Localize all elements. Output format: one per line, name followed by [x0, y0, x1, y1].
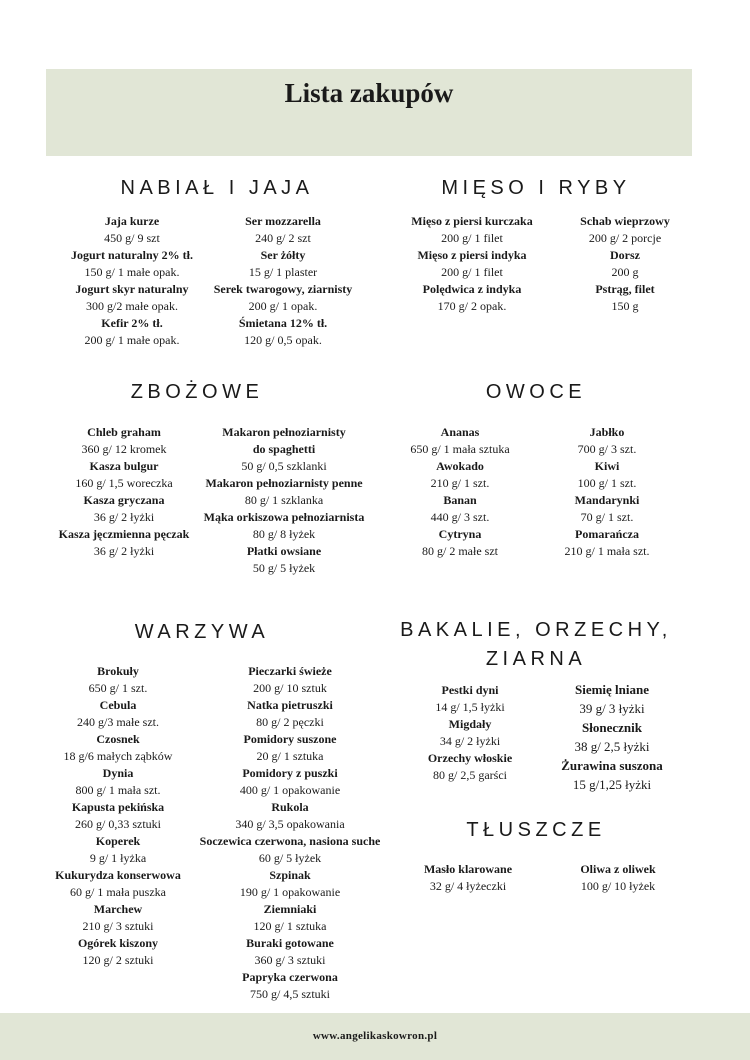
list-item — [44, 247, 220, 281]
item-quantity: 700 g/ 3 szt. — [577, 442, 637, 456]
item-quantity: 650 g/ 1 szt. — [88, 681, 148, 695]
item-name: Mięso z piersi indyka — [417, 248, 527, 262]
item-name: Koperek — [95, 834, 141, 848]
item-quantity: 440 g/ 3 szt. — [430, 510, 490, 524]
item-quantity: 750 g/ 4,5 sztuki — [250, 987, 330, 1001]
nabial-col-2 — [200, 213, 366, 349]
item-name: Kefir 2% tł. — [101, 316, 163, 330]
item-name: Ziemniaki — [263, 902, 317, 916]
item-quantity: 800 g/ 1 mała szt. — [75, 783, 161, 797]
item-name: Kapusta pekińska — [71, 800, 165, 814]
item-name: Brokuły — [97, 664, 139, 678]
item-name: Czosnek — [96, 732, 140, 746]
list-item — [384, 281, 560, 315]
list-item — [44, 213, 220, 247]
item-quantity: 39 g/ 3 łyżki — [579, 701, 645, 716]
item-quantity: 210 g/ 3 sztuki — [82, 919, 154, 933]
item-name: Jabłko — [589, 425, 625, 439]
item-name: Mąka orkiszowa pełnoziarnista — [203, 510, 365, 524]
item-name: Żurawina suszona — [561, 758, 663, 773]
item-quantity: 120 g/ 0,5 opak. — [244, 333, 322, 347]
item-name: Buraki gotowane — [246, 936, 334, 950]
list-item — [550, 861, 686, 895]
item-name: Ananas — [440, 425, 480, 439]
list-item — [392, 492, 528, 526]
section-title-bakalie-line-1: BAKALIE, ORZECHY, — [400, 619, 672, 641]
section-title-warzywa: WARZYWA — [134, 621, 270, 643]
list-item — [544, 756, 680, 794]
item-name: Rukola — [271, 800, 309, 814]
list-item — [200, 281, 366, 315]
item-name: Płatki owsiane — [246, 544, 322, 558]
item-name: Kasza bulgur — [89, 459, 159, 473]
item-name: Słonecznik — [582, 720, 642, 735]
item-name: Pomidory z puszki — [242, 766, 338, 780]
item-name: Ser żółty — [260, 248, 306, 262]
list-item — [540, 458, 674, 492]
item-name: Jogurt naturalny 2% tł. — [70, 248, 193, 262]
item-quantity: 200 g — [611, 265, 639, 279]
item-quantity: 150 g/ 1 małe opak. — [84, 265, 180, 279]
page-title: Lista zakupów — [284, 78, 454, 108]
list-item — [392, 526, 528, 560]
item-quantity: 70 g/ 1 szt. — [580, 510, 634, 524]
list-item — [384, 247, 560, 281]
section-title-tluszcze: TŁUSZCZE — [466, 819, 606, 841]
item-quantity: 15 g/1,25 łyżki — [572, 777, 652, 792]
list-item — [196, 543, 372, 577]
item-name: Siemię lniane — [574, 682, 650, 697]
item-name: Szpinak — [269, 868, 311, 882]
list-item — [44, 458, 204, 492]
item-name: Śmietana 12% tł. — [238, 316, 328, 330]
list-item — [44, 315, 220, 349]
item-name: Dynia — [102, 766, 134, 780]
item-quantity: 160 g/ 1,5 woreczka — [75, 476, 173, 490]
item-quantity: 38 g/ 2,5 łyżki — [574, 739, 650, 754]
item-quantity: 50 g/ 0,5 szklanki — [241, 459, 327, 473]
list-item — [44, 526, 204, 560]
item-name: Jogurt skyr naturalny — [75, 282, 189, 296]
item-quantity: 340 g/ 3,5 opakowania — [235, 817, 345, 831]
list-item — [38, 765, 198, 799]
list-item — [400, 716, 540, 750]
list-item — [38, 867, 198, 901]
item-quantity: 60 g/ 5 łyżek — [258, 851, 322, 865]
item-quantity: 18 g/6 małych ząbków — [63, 749, 173, 763]
item-name: Marchew — [93, 902, 143, 916]
item-name: Ser mozzarella — [245, 214, 321, 228]
item-name: Orzechy włoskie — [427, 751, 513, 765]
item-quantity: 60 g/ 1 mała puszka — [70, 885, 166, 899]
list-item — [38, 901, 198, 935]
list-item — [192, 833, 388, 867]
item-quantity: 200 g/ 1 filet — [441, 265, 503, 279]
item-name: Chleb graham — [87, 425, 161, 439]
item-name: Dorsz — [610, 248, 640, 262]
list-item — [38, 935, 198, 969]
item-name: Pomarańcza — [575, 527, 639, 541]
item-quantity: 20 g/ 1 sztuka — [256, 749, 324, 763]
item-name: Kukurydza konserwowa — [55, 868, 181, 882]
section-title-owoce: OWOCE — [485, 381, 587, 403]
item-quantity: 80 g/ 2,5 garści — [433, 768, 507, 782]
list-item — [550, 281, 700, 315]
item-quantity: 80 g/ 2 pęczki — [256, 715, 324, 729]
mieso-col-2 — [550, 213, 700, 315]
item-quantity: 15 g/ 1 plaster — [248, 265, 318, 279]
item-quantity: 190 g/ 1 opakowanie — [239, 885, 341, 899]
zbozowe-col-2 — [196, 424, 372, 577]
item-quantity: 80 g/ 2 małe szt — [422, 544, 498, 558]
item-name: Pomidory suszone — [243, 732, 337, 746]
item-quantity: 32 g/ 4 łyżeczki — [429, 879, 507, 893]
item-quantity: 240 g/ 2 szt — [255, 231, 311, 245]
item-quantity: 80 g/ 8 łyżek — [252, 527, 316, 541]
list-item — [400, 682, 540, 716]
footer-url: www.angelikaskowron.pl — [312, 1030, 438, 1042]
nabial-col-1 — [44, 213, 220, 349]
list-item — [544, 680, 680, 718]
list-item — [38, 731, 198, 765]
section-title-nabial: NABIAŁ I JAJA — [120, 177, 314, 199]
item-name: Banan — [443, 493, 477, 507]
item-name: Natka pietruszki — [247, 698, 333, 712]
item-name: Makaron pełnoziarnisty — [222, 425, 346, 439]
list-item — [38, 663, 198, 697]
item-quantity: 150 g — [611, 299, 639, 313]
section-title-mieso: MIĘSO I RYBY — [441, 177, 631, 199]
section-title-zbozowe: ZBOŻOWE — [130, 381, 264, 403]
item-quantity: 120 g/ 2 sztuki — [82, 953, 154, 967]
tluszcze-col-2 — [550, 861, 686, 895]
item-name: Migdały — [448, 717, 492, 731]
item-name: Mandarynki — [574, 493, 640, 507]
list-item — [192, 731, 388, 765]
item-name: Kasza jęczmienna pęczak — [58, 527, 190, 541]
warzywa-col-1 — [38, 663, 198, 969]
item-name: Schab wieprzowy — [580, 214, 670, 228]
item-name: Oliwa z oliwek — [580, 862, 656, 876]
item-quantity: 200 g/ 1 opak. — [248, 299, 318, 313]
zbozowe-col-1 — [44, 424, 204, 560]
item-quantity: 120 g/ 1 sztuka — [253, 919, 327, 933]
item-quantity: 360 g/ 3 sztuki — [254, 953, 326, 967]
list-item — [392, 458, 528, 492]
list-item — [540, 526, 674, 560]
item-quantity: 36 g/ 2 łyżki — [93, 544, 155, 558]
item-quantity: 80 g/ 1 szklanka — [244, 493, 324, 507]
item-name: Kasza gryczana — [83, 493, 165, 507]
item-name: Cebula — [99, 698, 137, 712]
item-quantity: 9 g/ 1 łyżka — [89, 851, 147, 865]
list-item — [196, 424, 372, 475]
item-name: Jaja kurze — [104, 214, 160, 228]
item-name: Serek twarogowy, ziarnisty — [213, 282, 353, 296]
list-item — [192, 867, 388, 901]
list-item — [196, 475, 372, 509]
list-item — [540, 424, 674, 458]
item-name: Ogórek kiszony — [77, 936, 159, 950]
item-quantity: 300 g/2 małe opak. — [86, 299, 178, 313]
item-name: Soczewica czerwona, nasiona suche — [199, 834, 381, 848]
item-name: Pstrąg, filet — [595, 282, 655, 296]
item-name: Kiwi — [594, 459, 620, 473]
list-item — [192, 799, 388, 833]
item-quantity: 210 g/ 1 mała szt. — [564, 544, 650, 558]
item-quantity: 100 g/ 1 szt. — [577, 476, 637, 490]
item-quantity: 200 g/ 2 porcje — [588, 231, 662, 245]
list-item — [38, 697, 198, 731]
item-quantity: 170 g/ 2 opak. — [437, 299, 507, 313]
owoce-col-2 — [540, 424, 674, 560]
item-quantity: 400 g/ 1 opakowanie — [239, 783, 341, 797]
section-title-bakalie-line-2: ZIARNA — [485, 648, 587, 670]
list-item — [200, 213, 366, 247]
item-quantity: 200 g/ 1 małe opak. — [84, 333, 180, 347]
owoce-col-1 — [392, 424, 528, 560]
item-name-line-2: do spaghetti — [252, 442, 316, 456]
item-quantity: 450 g/ 9 szt — [104, 231, 160, 245]
item-name: Papryka czerwona — [242, 970, 338, 984]
list-item — [392, 424, 528, 458]
list-item — [44, 492, 204, 526]
item-quantity: 650 g/ 1 mała sztuka — [410, 442, 510, 456]
list-item — [192, 901, 388, 935]
item-quantity: 210 g/ 1 szt. — [430, 476, 490, 490]
list-item — [400, 750, 540, 784]
item-quantity: 50 g/ 5 łyżek — [252, 561, 316, 575]
list-item — [38, 833, 198, 867]
tluszcze-col-1 — [400, 861, 536, 895]
list-item — [196, 509, 372, 543]
list-item — [192, 969, 388, 1003]
item-quantity: 14 g/ 1,5 łyżki — [435, 700, 505, 714]
footer-band — [0, 1013, 750, 1060]
item-name: Masło klarowane — [423, 862, 513, 876]
list-item — [44, 281, 220, 315]
list-item — [192, 935, 388, 969]
list-item — [384, 213, 560, 247]
list-item — [400, 861, 536, 895]
item-quantity: 36 g/ 2 łyżki — [93, 510, 155, 524]
list-item — [192, 765, 388, 799]
warzywa-col-2 — [192, 663, 388, 1003]
item-quantity: 200 g/ 1 filet — [441, 231, 503, 245]
item-quantity: 34 g/ 2 łyżki — [439, 734, 501, 748]
mieso-col-1 — [384, 213, 560, 315]
item-quantity: 260 g/ 0,33 sztuki — [75, 817, 161, 831]
item-name: Polędwica z indyka — [422, 282, 522, 296]
list-item — [550, 213, 700, 247]
item-quantity: 100 g/ 10 łyżek — [580, 879, 656, 893]
item-quantity: 360 g/ 12 kromek — [81, 442, 167, 456]
list-item — [540, 492, 674, 526]
item-name: Awokado — [436, 459, 484, 473]
list-item — [192, 663, 388, 697]
list-item — [44, 424, 204, 458]
item-name: Makaron pełnoziarnisty penne — [205, 476, 363, 490]
list-item — [192, 697, 388, 731]
item-name: Cytryna — [438, 527, 482, 541]
list-item — [200, 315, 366, 349]
item-name: Pieczarki świeże — [248, 664, 332, 678]
list-item — [550, 247, 700, 281]
header-banner — [46, 69, 692, 156]
item-name: Pestki dyni — [441, 683, 499, 697]
list-item — [38, 799, 198, 833]
item-quantity: 200 g/ 10 sztuk — [253, 681, 327, 695]
item-quantity: 240 g/3 małe szt. — [77, 715, 159, 729]
list-item — [544, 718, 680, 756]
item-name: Mięso z piersi kurczaka — [411, 214, 533, 228]
bakalie-col-2 — [544, 680, 680, 794]
list-item — [200, 247, 366, 281]
bakalie-col-1 — [400, 682, 540, 784]
